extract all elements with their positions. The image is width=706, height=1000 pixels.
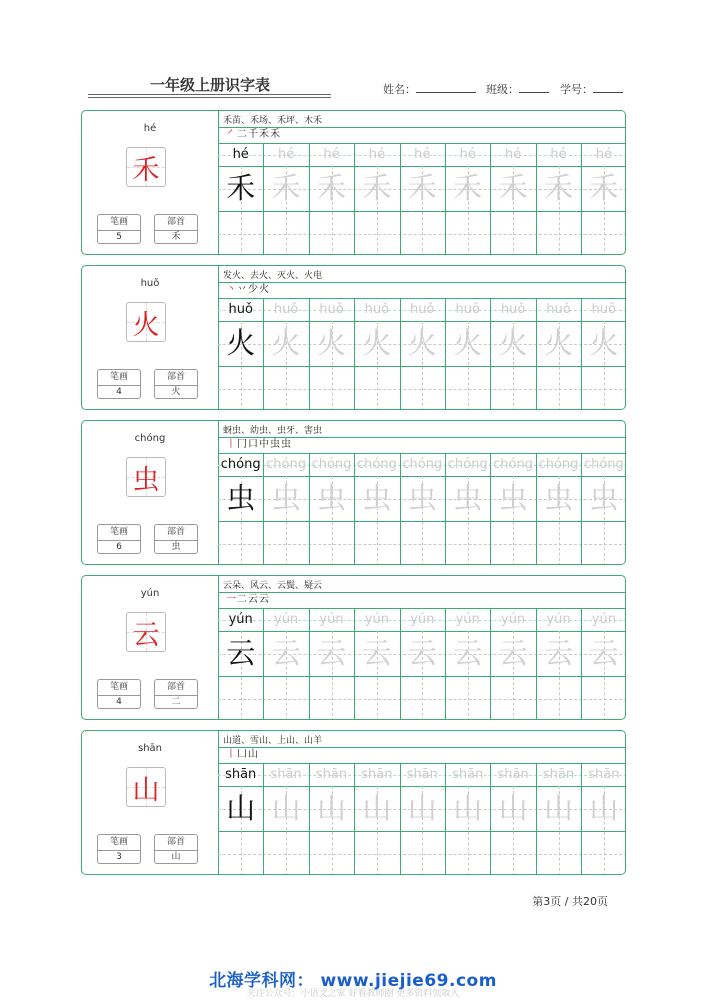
blank-writing-cell[interactable] <box>354 521 399 565</box>
stroke-count-label: 笔画 <box>98 680 140 696</box>
character-display <box>126 457 166 497</box>
trace-character-cell[interactable]: 云 <box>407 636 437 670</box>
stroke-count-value: 4 <box>116 387 122 397</box>
pinyin-cell: shān <box>452 767 484 782</box>
stroke-step: 山 <box>248 749 259 760</box>
blank-writing-cell[interactable] <box>263 521 308 565</box>
blank-writing-cell[interactable] <box>263 831 308 875</box>
pinyin-cell: shān <box>406 767 438 782</box>
trace-character-cell[interactable]: 虫 <box>407 481 437 515</box>
pinyin-cell: hé <box>323 147 340 162</box>
radical-label: 部首 <box>155 525 197 541</box>
name-label: 姓名： <box>383 83 416 96</box>
footer-site: 北海学科网： www.jiejie69.com <box>209 971 497 991</box>
pinyin-cell: chóng <box>583 457 624 472</box>
blank-writing-cell[interactable] <box>263 676 308 720</box>
stroke-order <box>226 438 292 452</box>
stroke-step: 凵 <box>237 749 248 760</box>
radical-value: 二 <box>171 697 181 707</box>
example-words: 蚜虫、幼虫、虫牙、害虫 <box>223 426 323 436</box>
stroke-step: 二 <box>237 129 248 140</box>
stroke-step: 禾 <box>270 129 281 140</box>
trace-character-cell[interactable]: 火 <box>589 326 619 360</box>
stroke-step: 火 <box>259 284 270 295</box>
class-field[interactable] <box>486 81 549 97</box>
radical-value: 火 <box>171 387 181 397</box>
pinyin-cell: yún <box>455 612 480 627</box>
writing-grid <box>218 609 626 720</box>
blank-writing-cell[interactable] <box>445 211 490 255</box>
example-words: 禾苗、禾场、禾坪、木禾 <box>223 116 323 126</box>
character-info <box>82 576 219 720</box>
trace-character-cell[interactable]: 火 <box>407 326 437 360</box>
pinyin-cell: shān <box>225 767 257 782</box>
blank-writing-cell[interactable] <box>536 676 581 720</box>
trace-character-cell[interactable]: 虫 <box>589 481 619 515</box>
radical-label: 部首 <box>155 835 197 851</box>
blank-writing-cell[interactable] <box>400 831 445 875</box>
radical-value: 虫 <box>171 542 181 552</box>
pinyin-cell: hé <box>277 147 295 162</box>
stroke-count-value: 6 <box>116 542 122 552</box>
trace-character-cell[interactable]: 虫 <box>543 481 573 515</box>
blank-writing-cell[interactable] <box>309 211 354 255</box>
trace-character-cell[interactable]: 山 <box>362 791 392 825</box>
trace-character-cell[interactable]: 禾 <box>362 171 392 205</box>
trace-character-cell[interactable]: 火 <box>543 326 573 360</box>
stroke-step: ㇒ <box>226 129 237 140</box>
pinyin-cell: yún <box>591 612 616 627</box>
trace-character-cell[interactable]: 山 <box>543 791 573 825</box>
pinyin-cell: huǒ <box>273 302 299 317</box>
character-card <box>81 730 626 875</box>
trace-character-cell[interactable]: 虫 <box>316 481 346 515</box>
trace-character-cell[interactable]: 山 <box>498 791 528 825</box>
blank-writing-cell[interactable] <box>218 211 263 255</box>
pinyin-cell: huǒ <box>455 302 480 317</box>
writing-grid <box>218 454 626 565</box>
practice-area <box>218 421 626 565</box>
example-words: 云朵、风云、云鬓、疑云 <box>223 581 323 591</box>
blank-writing-cell[interactable] <box>218 521 263 565</box>
blank-writing-cell[interactable] <box>581 366 626 410</box>
character-display <box>126 147 166 187</box>
stroke-count-label: 笔画 <box>98 525 140 541</box>
pinyin-cell: hé <box>504 147 522 162</box>
radical-box <box>154 524 198 554</box>
character-display <box>126 612 166 652</box>
trace-character-cell[interactable]: 云 <box>362 636 392 670</box>
pinyin-cell: yún <box>501 612 526 627</box>
pinyin-cell: shān <box>497 767 529 782</box>
trace-character-cell[interactable]: 禾 <box>543 171 573 205</box>
trace-character-cell[interactable]: 火 <box>316 326 346 360</box>
pinyin-cell: shān <box>361 767 393 782</box>
blank-writing-cell[interactable] <box>263 366 308 410</box>
pinyin-cell: shān <box>542 767 575 782</box>
trace-character-cell[interactable]: 云 <box>589 636 619 670</box>
trace-character-cell[interactable]: 虫 <box>362 481 392 515</box>
blank-writing-cell[interactable] <box>309 366 354 410</box>
blank-writing-cell[interactable] <box>581 521 626 565</box>
pinyin-cell: yún <box>228 612 253 627</box>
stroke-count-label: 笔画 <box>98 835 140 851</box>
radical-box <box>154 834 198 864</box>
character-pinyin: chóng <box>134 433 166 444</box>
trace-character-cell[interactable]: 山 <box>271 791 301 825</box>
character-pinyin: yún <box>140 588 160 599</box>
blank-writing-cell[interactable] <box>218 676 263 720</box>
footer-watermark: 关注公众号：小语文之家 好看教师圈 更多资料领取入 <box>246 989 460 999</box>
page-number: 第3页 / 共20页 <box>532 895 608 908</box>
pinyin-cell: huǒ <box>319 302 344 317</box>
character-card <box>81 575 626 720</box>
stroke-step: 虫 <box>281 439 292 450</box>
pinyin-cell: shān <box>588 767 620 782</box>
class-label: 班级： <box>486 83 519 96</box>
trace-character-cell[interactable]: 云 <box>498 636 528 670</box>
trace-character-cell[interactable]: 虫 <box>498 481 528 515</box>
trace-character-cell[interactable]: 虫 <box>271 481 301 515</box>
trace-character-cell[interactable]: 山 <box>407 791 437 825</box>
practice-area <box>218 731 626 875</box>
practice-area <box>218 111 626 255</box>
trace-character-cell[interactable]: 禾 <box>316 171 346 205</box>
example-words: 山道、雪山、上山、山羊 <box>223 736 323 746</box>
number-label: 学号： <box>560 83 593 96</box>
trace-character-cell[interactable]: 禾 <box>498 171 528 205</box>
trace-character-cell: 云 <box>226 636 256 670</box>
blank-writing-cell[interactable] <box>309 831 354 875</box>
radical-box <box>154 214 198 244</box>
character-display <box>126 302 166 342</box>
stroke-step: 丨 <box>226 439 237 450</box>
trace-character-cell[interactable]: 山 <box>589 791 619 825</box>
radical-box <box>154 679 198 709</box>
writing-grid <box>218 144 626 255</box>
stroke-step: 中 <box>259 439 270 450</box>
pinyin-cell: hé <box>459 147 476 162</box>
page-header <box>0 0 706 105</box>
pinyin-cell: hé <box>368 147 385 162</box>
stroke-count-box <box>97 679 141 709</box>
blank-writing-cell[interactable] <box>400 211 445 255</box>
stroke-count-label: 笔画 <box>98 215 140 231</box>
number-blank[interactable] <box>593 82 623 93</box>
character-card <box>81 110 626 255</box>
blank-writing-cell[interactable] <box>490 211 535 255</box>
radical-value: 山 <box>171 852 181 862</box>
pinyin-cell: shān <box>315 767 348 782</box>
class-blank[interactable] <box>519 82 549 93</box>
pinyin-cell: huǒ <box>500 302 526 317</box>
character-info <box>82 266 219 410</box>
pinyin-cell: huǒ <box>591 302 617 317</box>
pinyin-cell: yún <box>319 612 344 627</box>
title-underline <box>88 94 331 95</box>
pinyin-cell: huǒ <box>410 302 435 317</box>
trace-character-cell[interactable]: 云 <box>543 636 573 670</box>
character-info <box>82 111 219 255</box>
stroke-step: 口 <box>248 439 259 450</box>
trace-character-cell: 火 <box>226 326 256 360</box>
pinyin-cell: huǒ <box>364 302 390 317</box>
trace-character-cell[interactable]: 虫 <box>453 481 483 515</box>
trace-character-cell: 禾 <box>226 171 256 205</box>
trace-character-cell[interactable]: 云 <box>271 636 301 670</box>
stroke-count-label: 笔画 <box>98 370 140 386</box>
stroke-order <box>226 748 259 762</box>
stroke-count-box <box>97 369 141 399</box>
writing-grid <box>218 764 626 875</box>
trace-character-cell[interactable]: 禾 <box>407 171 437 205</box>
trace-character-cell[interactable]: 禾 <box>453 171 483 205</box>
stroke-step: 虫 <box>270 439 281 450</box>
page-title: 一年级上册识字表 <box>149 76 270 94</box>
blank-writing-cell[interactable] <box>445 366 490 410</box>
pinyin-cell: chóng <box>220 457 261 472</box>
trace-character-cell[interactable]: 云 <box>316 636 346 670</box>
blank-writing-cell[interactable] <box>354 211 399 255</box>
pinyin-cell: chóng <box>538 457 579 472</box>
pinyin-cell: yún <box>410 612 435 627</box>
pinyin-cell: yún <box>364 612 389 627</box>
name-field[interactable] <box>383 81 476 97</box>
trace-character-cell[interactable]: 山 <box>316 791 346 825</box>
trace-character-cell: 虫 <box>226 481 256 515</box>
radical-label: 部首 <box>155 215 197 231</box>
pinyin-cell: chóng <box>493 457 533 472</box>
trace-character-cell: 山 <box>226 791 256 825</box>
character-pinyin: shān <box>137 743 162 754</box>
blank-writing-cell[interactable] <box>263 211 308 255</box>
stroke-step: 丨 <box>226 749 237 760</box>
stroke-count-box <box>97 524 141 554</box>
stroke-step: 少 <box>248 284 259 295</box>
stroke-step: 禾 <box>259 129 270 140</box>
character-glyph: 火 <box>132 309 160 341</box>
pinyin-cell: chóng <box>447 457 488 472</box>
trace-character-cell[interactable]: 禾 <box>589 171 619 205</box>
radical-value: 禾 <box>171 232 181 242</box>
trace-character-cell[interactable]: 火 <box>453 326 483 360</box>
blank-writing-cell[interactable] <box>445 831 490 875</box>
character-info <box>82 421 219 565</box>
character-glyph: 山 <box>132 774 160 806</box>
blank-writing-cell[interactable] <box>490 521 535 565</box>
blank-writing-cell[interactable] <box>581 211 626 255</box>
radical-box <box>154 369 198 399</box>
trace-character-cell[interactable]: 火 <box>498 326 528 360</box>
blank-writing-cell[interactable] <box>309 676 354 720</box>
stroke-count-value: 3 <box>116 852 122 862</box>
character-pinyin: huǒ <box>140 278 160 289</box>
pinyin-cell: chóng <box>356 457 397 472</box>
pinyin-cell: chóng <box>311 457 352 472</box>
character-glyph: 虫 <box>132 464 160 496</box>
stroke-order <box>226 128 281 142</box>
stroke-order <box>226 283 270 297</box>
character-glyph: 禾 <box>132 154 160 186</box>
example-words: 发火、去火、灭火、火电 <box>223 271 323 281</box>
pinyin-cell: chóng <box>402 457 443 472</box>
trace-character-cell[interactable]: 山 <box>453 791 483 825</box>
trace-character-cell[interactable]: 禾 <box>271 171 301 205</box>
pinyin-cell: hé <box>232 147 249 162</box>
blank-writing-cell[interactable] <box>309 521 354 565</box>
character-info <box>82 731 219 875</box>
blank-writing-cell[interactable] <box>490 366 535 410</box>
stroke-step: 千 <box>248 129 259 140</box>
pinyin-cell: yún <box>546 612 571 627</box>
stroke-count-value: 4 <box>116 697 122 707</box>
pinyin-cell: hé <box>595 147 612 162</box>
blank-writing-cell[interactable] <box>581 676 626 720</box>
stroke-order <box>226 593 270 607</box>
pinyin-cell: hé <box>550 147 567 162</box>
trace-character-cell[interactable]: 火 <box>271 326 301 360</box>
pinyin-cell: shān <box>270 767 302 782</box>
blank-writing-cell[interactable] <box>536 521 581 565</box>
blank-writing-cell[interactable] <box>218 366 263 410</box>
radical-label: 部首 <box>155 370 197 386</box>
pinyin-cell: huǒ <box>546 302 571 317</box>
blank-writing-cell[interactable] <box>354 831 399 875</box>
blank-writing-cell[interactable] <box>445 676 490 720</box>
stroke-count-value: 5 <box>116 232 122 242</box>
trace-character-cell[interactable]: 云 <box>453 636 483 670</box>
character-pinyin: hé <box>143 123 157 134</box>
pinyin-cell: chóng <box>266 457 306 472</box>
stroke-step: 云 <box>259 594 270 605</box>
stroke-step: 二 <box>237 594 248 605</box>
pinyin-cell: hé <box>414 147 431 162</box>
blank-writing-cell[interactable] <box>536 831 581 875</box>
pinyin-cell: yún <box>274 612 299 627</box>
practice-area <box>218 266 626 410</box>
character-display <box>126 767 166 807</box>
stroke-step: 一 <box>226 594 237 605</box>
blank-writing-cell[interactable] <box>536 211 581 255</box>
stroke-step: 丷 <box>237 284 248 295</box>
blank-writing-cell[interactable] <box>218 831 263 875</box>
writing-grid <box>218 299 626 410</box>
blank-writing-cell[interactable] <box>354 676 399 720</box>
stroke-step: 云 <box>248 594 259 605</box>
stroke-step: 冂 <box>237 439 248 450</box>
blank-writing-cell[interactable] <box>445 521 490 565</box>
stroke-count-box <box>97 214 141 244</box>
character-glyph: 云 <box>132 619 160 651</box>
stroke-step: 丶 <box>226 284 237 295</box>
blank-writing-cell[interactable] <box>490 831 535 875</box>
blank-writing-cell[interactable] <box>400 521 445 565</box>
practice-area <box>218 576 626 720</box>
radical-label: 部首 <box>155 680 197 696</box>
blank-writing-cell[interactable] <box>490 676 535 720</box>
blank-writing-cell[interactable] <box>536 366 581 410</box>
trace-character-cell[interactable]: 火 <box>362 326 392 360</box>
character-card <box>81 265 626 410</box>
number-field[interactable] <box>560 81 623 97</box>
name-blank[interactable] <box>416 82 476 93</box>
blank-writing-cell[interactable] <box>400 366 445 410</box>
blank-writing-cell[interactable] <box>354 366 399 410</box>
title-underline-double <box>88 97 331 98</box>
pinyin-cell: huǒ <box>228 302 253 317</box>
blank-writing-cell[interactable] <box>400 676 445 720</box>
stroke-count-box <box>97 834 141 864</box>
blank-writing-cell[interactable] <box>581 831 626 875</box>
character-card <box>81 420 626 565</box>
